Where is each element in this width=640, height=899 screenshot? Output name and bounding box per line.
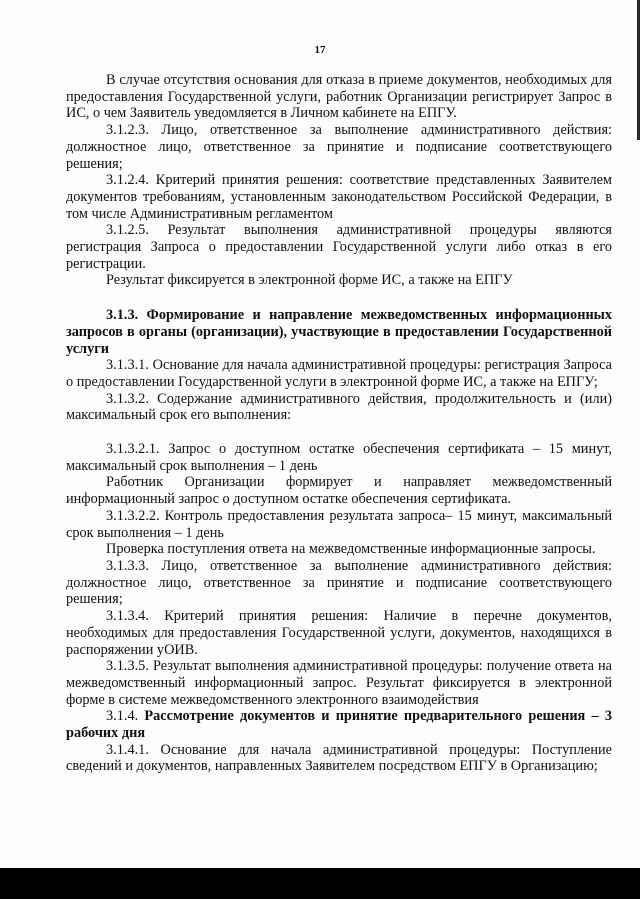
paragraph-3-1-4-1: 3.1.4.1. Основание для начала административной процедуры: Поступление сведений и документов, направленных Заявителем посредством ЕПГУ в Организацию; [66,741,612,775]
section-heading-3-1-4 [66,708,612,741]
paragraph-3-1-2-3: 3.1.2.3. Лицо, ответственное за выполнение административного действия: должностное лицо, ответственное за принятие и подписание соответствующего решения; [66,122,612,172]
paragraph-worker-request: Работник Организации формирует и направляет межведомственный информационный запрос о доступном остатке обеспечения сертификата. [66,474,612,508]
paragraph-3-1-3-2-2: 3.1.3.2.2. Контроль предоставления результата запроса– 15 минут, максимальный срок выполнения – 1 день [66,507,612,541]
section-number: 3.1.4. [106,708,139,725]
paragraph-3-1-2-5: 3.1.2.5. Результат выполнения административной процедуры являются регистрация Запроса о предоставлении Государственной услуги либо отказ в его регистрации. [66,222,612,272]
paragraph-3-1-3-2-1: 3.1.3.2.1. Запрос о доступном остатке обеспечения сертификата – 15 минут, максимальный срок выполнения – 1 день [66,441,612,474]
paragraph-result-fixed: Результат фиксируется в электронной форме ИС, а также на ЕПГУ [106,272,513,289]
paragraph-3-1-3-2: 3.1.3.2. Содержание административного действия, продолжительность и (или) максимальный срок его выполнения: [66,390,612,424]
section-title: Рассмотрение документов и принятие предварительного решения – 3 рабочих дня [66,708,612,742]
paragraph-3-1-3-3: 3.1.3.3. Лицо, ответственное за выполнение административного действия: должностное лицо, ответственное за принятие и подписание соответствующего решения; [66,557,612,608]
paragraph-3-1-3-4: 3.1.3.4. Критерий принятия решения: Наличие в перечне документов, необходимых для предоставления Государственной услуги, документов, находящихся в распоряжении уОИВ. [66,608,612,658]
paragraph-3-1-2-4: 3.1.2.4. Критерий принятия решения: соответствие представленных Заявителем документов требованиям, установленным законодательством Российской Федерации, в том числе Административным регламентом [66,172,612,222]
paragraph-3-1-3-5: 3.1.3.5. Результат выполнения административной процедуры: получение ответа на межведомственный информационный запрос. Результат фиксируется в электронной форме в системе межведомственного электронного взаимодействия [66,658,612,708]
page-number: 17 [314,44,326,56]
scan-bottom-border [0,868,640,899]
paragraph-check-response: Проверка поступления ответа на межведомственные информационные запросы. [106,541,596,558]
paragraph-registration: В случае отсутствия основания для отказа в приеме документов, необходимых для предоставления Государственной услуги, работник Организации регистрирует Запрос в ИС, о чем Заявитель уведомляется в Личном кабинете на ЕПГУ. [66,72,612,122]
section-heading-3-1-3: 3.1.3. Формирование и направление межведомственных информационных запросов в органы (организации), участвующие в предоставлении Государственной услуги [66,307,612,357]
paragraph-3-1-3-1: 3.1.3.1. Основание для начала административной процедуры: регистрация Запроса о предоставлении Государственной услуги в электронной форме ИС, а также на ЕПГУ; [66,357,612,390]
document-body [66,72,612,775]
spacer [66,289,612,307]
spacer [66,424,612,441]
